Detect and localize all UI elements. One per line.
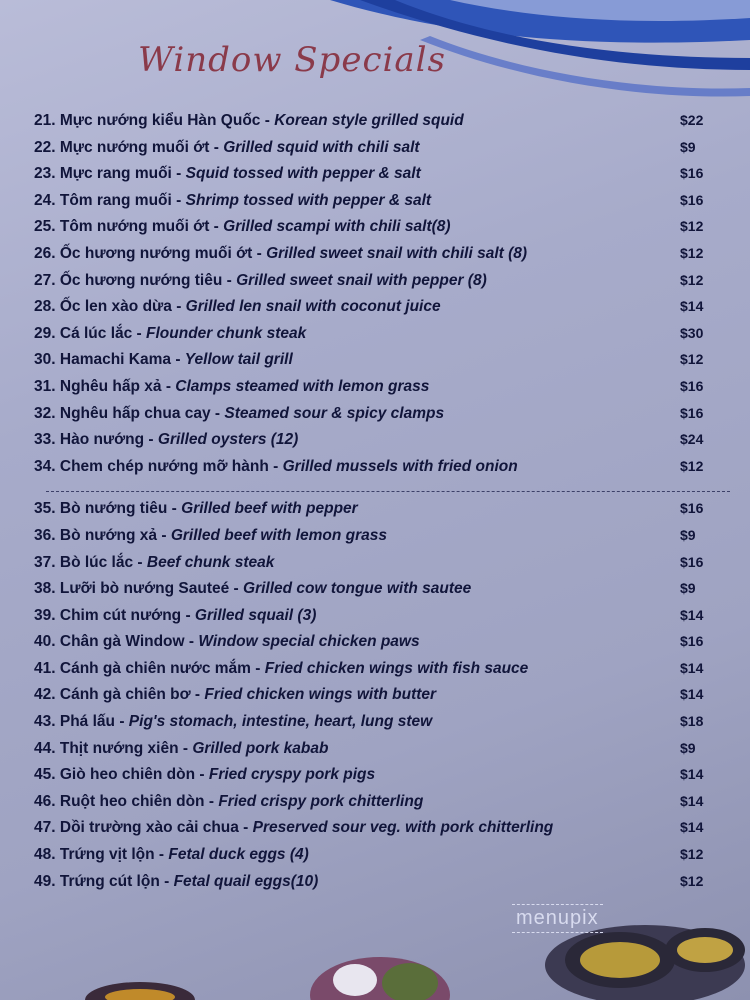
english-name: Fried crispy pork chitterling xyxy=(218,792,424,810)
menu-item xyxy=(34,660,740,687)
menu-item xyxy=(34,580,740,607)
english-name: Grilled sweet snail with chili salt (8) xyxy=(266,244,528,262)
english-name: Fetal duck eggs (4) xyxy=(168,846,309,864)
item-number: 25. xyxy=(34,218,56,236)
menu-item xyxy=(34,740,740,767)
english-name: Grilled squid with chili salt xyxy=(223,138,420,156)
item-price: $14 xyxy=(680,819,704,836)
item-price: $12 xyxy=(680,872,704,889)
menu-item xyxy=(34,458,740,485)
item-price: $24 xyxy=(680,431,704,448)
vietnamese-name: Mực nướng kiểu Hàn Quốc xyxy=(59,112,261,129)
dish-name: 22. Mực nướng muối ớt - Grilled squid with chili salt xyxy=(34,138,420,156)
item-number: 24. xyxy=(34,191,56,209)
menu-item xyxy=(34,527,740,554)
item-price: $12 xyxy=(680,218,704,235)
vietnamese-name: Chim cút nướng xyxy=(59,606,182,624)
vietnamese-name: Chân gà Window xyxy=(59,633,185,651)
vietnamese-name: Bò nướng xả xyxy=(59,526,158,544)
vietnamese-name: Hamachi Kama xyxy=(59,351,172,369)
item-number: 43. xyxy=(34,713,56,731)
vietnamese-name: Cánh gà chiên nước mắm xyxy=(59,659,251,677)
menu-item xyxy=(34,846,740,873)
dish-name: 48. Trứng vịt lộn - Fetal duck eggs (4) xyxy=(34,846,309,864)
english-name: Shrimp tossed with pepper & salt xyxy=(185,191,432,209)
english-name: Grilled scampi with chili salt(8) xyxy=(223,218,451,236)
item-number: 38. xyxy=(34,580,56,598)
item-price: $16 xyxy=(680,191,704,208)
vietnamese-name: Ruột heo chiên dòn xyxy=(59,792,205,810)
item-price: $12 xyxy=(680,846,704,863)
dish-name: 25. Tôm nướng muối ớt - Grilled scampi with chili salt(8) xyxy=(34,218,451,236)
item-price: $16 xyxy=(680,404,704,421)
dish-name: 40. Chân gà Window - Window special chicken paws xyxy=(34,633,420,651)
vietnamese-name: Cánh gà chiên bơ xyxy=(59,686,191,704)
item-number: 48. xyxy=(34,846,56,864)
item-number: 29. xyxy=(34,324,56,342)
item-number: 44. xyxy=(34,739,56,757)
vietnamese-name: Giò heo chiên dòn xyxy=(59,766,196,784)
item-price: $12 xyxy=(680,244,704,261)
vietnamese-name: Tôm nướng muối ớt xyxy=(59,218,210,236)
item-price: $12 xyxy=(680,457,704,474)
menu-item xyxy=(34,112,740,139)
dish-name: 33. Hào nướng - Grilled oysters (12) xyxy=(34,431,299,449)
item-price: $14 xyxy=(680,659,704,676)
item-number: 40. xyxy=(34,633,56,651)
vietnamese-name: Bò lúc lắc xyxy=(59,553,134,571)
english-name: Grilled mussels with fried onion xyxy=(282,457,518,475)
english-name: Fried chicken wings with fish sauce xyxy=(264,659,529,677)
menu-item xyxy=(34,192,740,219)
item-number: 47. xyxy=(34,819,56,837)
item-number: 21. xyxy=(34,112,56,129)
english-name: Grilled pork kabab xyxy=(192,739,329,757)
item-price: $14 xyxy=(680,792,704,809)
item-number: 36. xyxy=(34,526,56,544)
english-name: Grilled oysters (12) xyxy=(157,431,299,449)
dish-photo xyxy=(80,975,200,1000)
dish-name: 41. Cánh gà chiên nước mắm - Fried chicken wings with fish sauce xyxy=(34,659,529,677)
section-divider xyxy=(46,491,730,492)
item-number: 27. xyxy=(34,271,56,289)
item-price: $16 xyxy=(680,633,704,650)
vietnamese-name: Ốc hương nướng tiêu xyxy=(59,271,223,289)
item-price: $14 xyxy=(680,686,704,703)
vietnamese-name: Nghêu hấp chua cay xyxy=(59,404,211,422)
item-number: 31. xyxy=(34,377,56,395)
item-number: 37. xyxy=(34,553,56,571)
english-name: Fetal quail eggs(10) xyxy=(173,872,319,890)
item-price: $9 xyxy=(680,580,696,597)
vietnamese-name: Dồi trường xào cải chua xyxy=(59,819,239,837)
menu-item xyxy=(34,351,740,378)
item-price: $22 xyxy=(680,112,704,128)
menu-item xyxy=(34,378,740,405)
menu-item xyxy=(34,633,740,660)
dish-name: 37. Bò lúc lắc - Beef chunk steak xyxy=(34,553,275,571)
dish-name: 31. Nghêu hấp xả - Clamps steamed with lemon grass xyxy=(34,377,430,395)
english-name: Window special chicken paws xyxy=(198,633,420,651)
dish-name: 24. Tôm rang muối - Shrimp tossed with pepper & salt xyxy=(34,191,432,209)
item-number: 32. xyxy=(34,404,56,422)
dish-name: 42. Cánh gà chiên bơ - Fried chicken wings with butter xyxy=(34,686,437,704)
dish-name: 47. Dồi trường xào cải chua - Preserved sour veg. with pork chitterling xyxy=(34,819,554,837)
vietnamese-name: Chem chép nướng mỡ hành xyxy=(59,457,269,475)
menu-item xyxy=(34,607,740,634)
vietnamese-name: Phá lấu xyxy=(59,713,116,731)
menu-item xyxy=(34,766,740,793)
item-number: 39. xyxy=(34,606,56,624)
dish-name: 38. Lưỡi bò nướng Sauteé - Grilled cow tongue with sautee xyxy=(34,580,472,598)
dish-name: 32. Nghêu hấp chua cay - Steamed sour & spicy clamps xyxy=(34,404,445,422)
item-price: $16 xyxy=(680,377,704,394)
menu-item xyxy=(34,139,740,166)
english-name: Grilled cow tongue with sautee xyxy=(243,580,472,598)
menu-item xyxy=(34,245,740,272)
item-number: 22. xyxy=(34,138,56,156)
item-price: $9 xyxy=(680,526,696,543)
english-name: Grilled squail (3) xyxy=(194,606,317,624)
dish-name: 46. Ruột heo chiên dòn - Fried crispy pork chitterling xyxy=(34,792,424,810)
item-number: 33. xyxy=(34,431,56,449)
dish-name: 36. Bò nướng xả - Grilled beef with lemon grass xyxy=(34,526,388,544)
menu-item xyxy=(34,793,740,820)
dish-name: 28. Ốc len xào dừa - Grilled len snail with coconut juice xyxy=(34,298,441,316)
menu-item xyxy=(34,500,740,527)
english-name: Clamps steamed with lemon grass xyxy=(175,377,430,395)
item-number: 26. xyxy=(34,244,56,262)
item-price: $12 xyxy=(680,351,704,368)
english-name: Pig's stomach, intestine, heart, lung stew xyxy=(128,713,433,731)
dish-name: 29. Cá lúc lắc - Flounder chunk steak xyxy=(34,324,307,342)
item-price: $16 xyxy=(680,165,704,182)
english-name: Steamed sour & spicy clamps xyxy=(224,404,445,422)
watermark: menupix xyxy=(512,904,603,933)
vietnamese-name: Mực nướng muối ớt xyxy=(59,138,210,156)
dish-name: 35. Bò nướng tiêu - Grilled beef with pepper xyxy=(34,500,358,518)
dish-name: 27. Ốc hương nướng tiêu - Grilled sweet snail with pepper (8) xyxy=(34,271,487,289)
item-number: 45. xyxy=(34,766,56,784)
dish-name: 44. Thịt nướng xiên - Grilled pork kabab xyxy=(34,739,329,757)
vietnamese-name: Hào nướng xyxy=(59,431,145,449)
menu-item xyxy=(34,405,740,432)
english-name: Yellow tail grill xyxy=(184,351,293,369)
english-name: Fried chicken wings with butter xyxy=(204,686,437,704)
menu-item xyxy=(34,325,740,352)
dish-name: 34. Chem chép nướng mỡ hành - Grilled mussels with fried onion xyxy=(34,457,518,475)
dish-name: 21. Mực nướng kiểu Hàn Quốc - Korean style grilled squid xyxy=(34,112,464,129)
item-price: $16 xyxy=(680,553,704,570)
menu-title: Window Specials xyxy=(138,40,446,80)
item-number: 23. xyxy=(34,165,56,183)
menu-item xyxy=(34,686,740,713)
english-name: Beef chunk steak xyxy=(146,553,275,571)
item-price: $16 xyxy=(680,500,704,517)
item-number: 42. xyxy=(34,686,56,704)
vietnamese-name: Ốc len xào dừa xyxy=(59,298,172,316)
item-number: 28. xyxy=(34,298,56,316)
dish-name: 43. Phá lấu - Pig's stomach, intestine, heart, lung stew xyxy=(34,713,433,731)
menu-list xyxy=(34,112,740,899)
item-price: $14 xyxy=(680,606,704,623)
item-price: $12 xyxy=(680,271,704,288)
menu-item xyxy=(34,819,740,846)
english-name: Squid tossed with pepper & salt xyxy=(185,165,421,183)
item-price: $18 xyxy=(680,713,704,730)
dish-name: 39. Chim cút nướng - Grilled squail (3) xyxy=(34,606,317,624)
vietnamese-name: Trứng cút lộn xyxy=(59,872,160,890)
vietnamese-name: Thịt nướng xiên xyxy=(59,739,179,757)
dish-name: 45. Giò heo chiên dòn - Fried cryspy pork pigs xyxy=(34,766,376,784)
item-number: 46. xyxy=(34,792,56,810)
english-name: Flounder chunk steak xyxy=(146,324,307,342)
dish-name: 23. Mực rang muối - Squid tossed with pepper & salt xyxy=(34,165,421,183)
item-price: $30 xyxy=(680,324,704,341)
menu-item xyxy=(34,298,740,325)
menu-item xyxy=(34,713,740,740)
english-name: Preserved sour veg. with pork chitterling xyxy=(252,819,554,837)
dish-name: 26. Ốc hương nướng muối ớt - Grilled sweet snail with chili salt (8) xyxy=(34,244,528,262)
item-number: 30. xyxy=(34,351,56,369)
vietnamese-name: Nghêu hấp xả xyxy=(59,377,162,395)
menu-item xyxy=(34,165,740,192)
item-price: $14 xyxy=(680,298,704,315)
item-price: $9 xyxy=(680,739,696,756)
menu-item xyxy=(34,554,740,581)
vietnamese-name: Mực rang muối xyxy=(59,165,172,183)
menu-item xyxy=(34,218,740,245)
vietnamese-name: Lưỡi bò nướng Sauteé xyxy=(59,580,230,598)
vietnamese-name: Cá lúc lắc xyxy=(59,324,133,342)
menu-item xyxy=(34,431,740,458)
vietnamese-name: Ốc hương nướng muối ớt xyxy=(59,244,253,262)
english-name: Grilled sweet snail with pepper (8) xyxy=(236,271,487,289)
egg-photo xyxy=(300,945,450,1000)
item-number: 49. xyxy=(34,872,56,890)
vietnamese-name: Tôm rang muối xyxy=(59,191,172,209)
item-price: $9 xyxy=(680,138,696,155)
english-name: Fried cryspy pork pigs xyxy=(208,766,376,784)
english-name: Grilled beef with pepper xyxy=(181,500,358,518)
english-name: Korean style grilled squid xyxy=(274,112,464,129)
item-number: 35. xyxy=(34,500,56,518)
menu-item xyxy=(34,873,740,900)
vietnamese-name: Bò nướng tiêu xyxy=(59,500,168,518)
dish-name: 49. Trứng cút lộn - Fetal quail eggs(10) xyxy=(34,872,319,890)
menu-item xyxy=(34,272,740,299)
dish-name: 30. Hamachi Kama - Yellow tail grill xyxy=(34,351,293,369)
english-name: Grilled len snail with coconut juice xyxy=(185,298,441,316)
english-name: Grilled beef with lemon grass xyxy=(170,526,388,544)
vietnamese-name: Trứng vịt lộn xyxy=(59,846,155,864)
item-number: 41. xyxy=(34,659,56,677)
item-price: $14 xyxy=(680,766,704,783)
item-number: 34. xyxy=(34,457,56,475)
